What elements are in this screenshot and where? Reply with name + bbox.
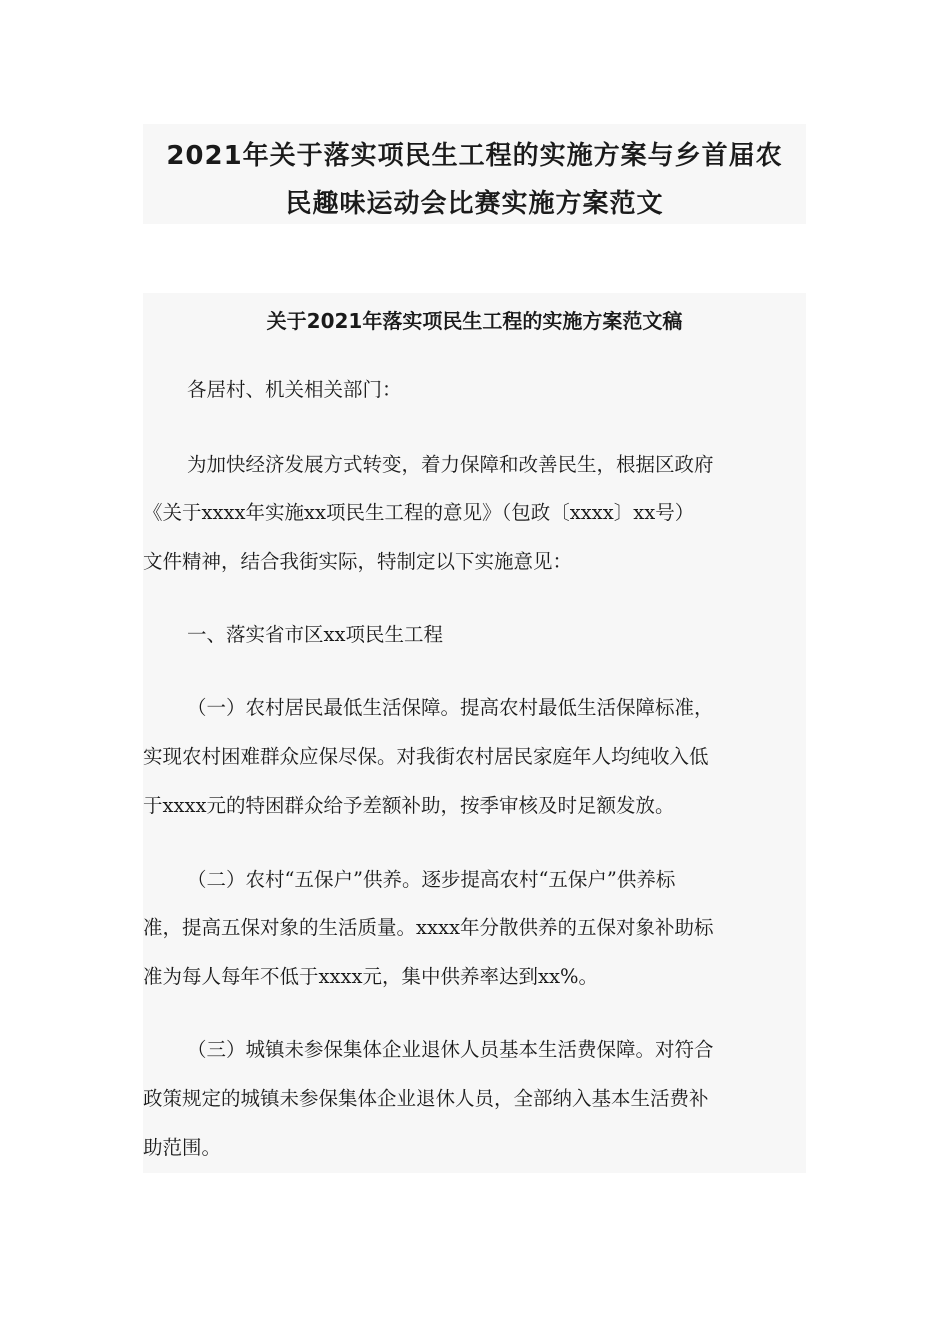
intro-line-3: 文件精神，结合我街实际，特制定以下实施意见： [143, 550, 573, 573]
item1-line-2: 实现农村困难群众应保尽保。对我街农村居民家庭年人均纯收入低 [143, 745, 709, 768]
item1-line-3: 于xxxx元的特困群众给予差额补助，按季审核及时足额发放。 [143, 794, 675, 817]
document-body [143, 293, 806, 1173]
item3-line-2: 政策规定的城镇未参保集体企业退休人员，全部纳入基本生活费补 [143, 1087, 709, 1110]
item2-line-1: （二）农村“五保户”供养。逐步提高农村“五保户”供养标 [187, 868, 676, 891]
document-title [143, 124, 806, 224]
item1-line-1: （一）农村居民最低生活保障。提高农村最低生活保障标准， [187, 696, 714, 719]
intro-line-1: 为加快经济发展方式转变，着力保障和改善民生，根据区政府 [187, 453, 714, 476]
item3-line-1: （三）城镇未参保集体企业退休人员基本生活费保障。对符合 [187, 1038, 714, 1061]
item2-line-2: 准，提高五保对象的生活质量。xxxx年分散供养的五保对象补助标 [143, 916, 714, 939]
section-heading: 一、落实省市区xx项民生工程 [187, 623, 443, 646]
item2-line-3: 准为每人每年不低于xxxx元，集中供养率达到xx%。 [143, 965, 599, 988]
intro-line-2: 《关于xxxx年实施xx项民生工程的意见》（包政〔xxxx〕xx号） [143, 501, 695, 524]
item3-line-3: 助范围。 [143, 1136, 222, 1159]
title-line-2: 民趣味运动会比赛实施方案范文 [285, 189, 664, 219]
salutation: 各居村、机关相关部门： [187, 378, 402, 401]
section-subtitle: 关于2021年落实项民生工程的实施方案范文稿 [266, 309, 683, 333]
title-line-1: 2021年关于落实项民生工程的实施方案与乡首届农 [166, 141, 783, 171]
